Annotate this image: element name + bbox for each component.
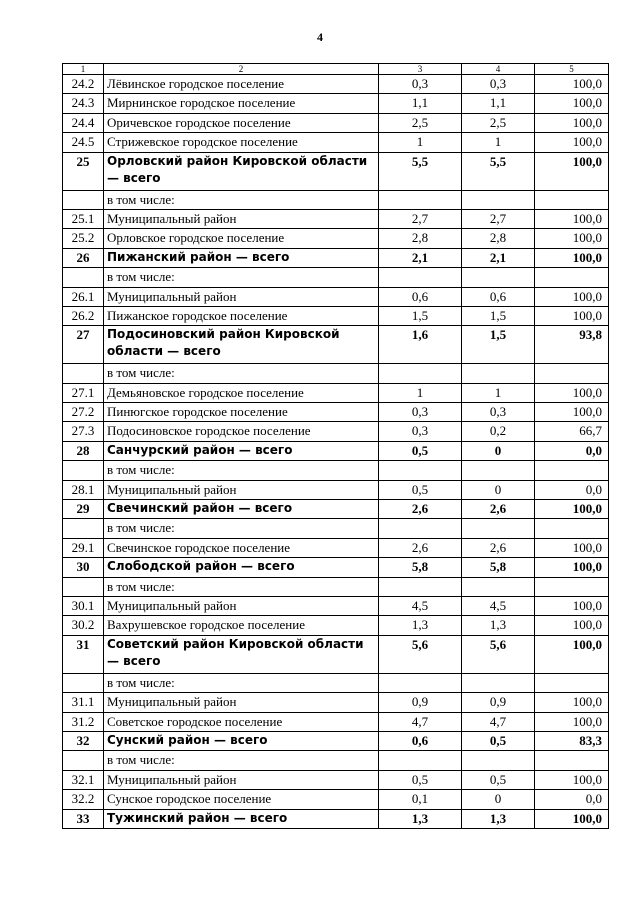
col4-cell bbox=[462, 519, 535, 538]
table-row bbox=[63, 209, 609, 228]
row-number-cell bbox=[63, 190, 104, 209]
row-name-cell: Муниципальный район bbox=[104, 693, 379, 712]
col3-cell: 1,6 bbox=[379, 326, 462, 364]
row-number-cell: 24.2 bbox=[63, 75, 104, 94]
table-row bbox=[63, 519, 609, 538]
col5-cell: 100,0 bbox=[535, 287, 609, 306]
row-number-cell: 25.1 bbox=[63, 209, 104, 228]
table-row bbox=[63, 306, 609, 325]
row-number-cell: 32.2 bbox=[63, 790, 104, 809]
row-number-cell: 27.3 bbox=[63, 422, 104, 441]
row-name-cell: в том числе: bbox=[104, 751, 379, 770]
col5-cell bbox=[535, 190, 609, 209]
column-header: 1 bbox=[63, 64, 104, 75]
col3-cell: 2,5 bbox=[379, 113, 462, 132]
row-name-cell: в том числе: bbox=[104, 577, 379, 596]
col3-cell: 1,3 bbox=[379, 616, 462, 635]
col3-cell: 2,6 bbox=[379, 500, 462, 519]
col3-cell: 1,5 bbox=[379, 306, 462, 325]
row-number-cell: 27.1 bbox=[63, 383, 104, 402]
col5-cell: 100,0 bbox=[535, 635, 609, 673]
column-header: 5 bbox=[535, 64, 609, 75]
row-name-cell: Сунское городское поселение bbox=[104, 790, 379, 809]
col5-cell: 100,0 bbox=[535, 229, 609, 248]
col3-cell: 1 bbox=[379, 383, 462, 402]
col5-cell: 100,0 bbox=[535, 209, 609, 228]
col4-cell: 0,6 bbox=[462, 287, 535, 306]
row-number-cell: 27 bbox=[63, 326, 104, 364]
col4-cell: 1 bbox=[462, 133, 535, 152]
col5-cell: 93,8 bbox=[535, 326, 609, 364]
col4-cell: 5,6 bbox=[462, 635, 535, 673]
table-row bbox=[63, 731, 609, 750]
col4-cell: 2,1 bbox=[462, 248, 535, 267]
table-row bbox=[63, 480, 609, 499]
table-row bbox=[63, 790, 609, 809]
table-row bbox=[63, 751, 609, 770]
row-number-cell bbox=[63, 673, 104, 692]
row-number-cell: 26 bbox=[63, 248, 104, 267]
col3-cell: 0,3 bbox=[379, 403, 462, 422]
row-number-cell: 24.4 bbox=[63, 113, 104, 132]
table-row bbox=[63, 596, 609, 615]
col4-cell: 5,5 bbox=[462, 152, 535, 190]
col3-cell: 4,7 bbox=[379, 712, 462, 731]
col5-cell: 100,0 bbox=[535, 616, 609, 635]
col3-cell: 0,3 bbox=[379, 422, 462, 441]
row-name-cell: Мирнинское городское поселение bbox=[104, 94, 379, 113]
col5-cell bbox=[535, 364, 609, 383]
col5-cell: 100,0 bbox=[535, 500, 609, 519]
row-number-cell: 29.1 bbox=[63, 538, 104, 557]
table-row bbox=[63, 190, 609, 209]
col4-cell: 1,1 bbox=[462, 94, 535, 113]
col5-cell bbox=[535, 577, 609, 596]
col3-cell: 0,6 bbox=[379, 731, 462, 750]
row-number-cell: 26.1 bbox=[63, 287, 104, 306]
row-number-cell: 29 bbox=[63, 500, 104, 519]
col5-cell: 100,0 bbox=[535, 383, 609, 402]
col4-cell: 0 bbox=[462, 790, 535, 809]
column-header: 4 bbox=[462, 64, 535, 75]
col4-cell: 1,5 bbox=[462, 306, 535, 325]
row-name-cell: Муниципальный район bbox=[104, 596, 379, 615]
col3-cell: 2,1 bbox=[379, 248, 462, 267]
col4-cell: 0 bbox=[462, 441, 535, 460]
data-table bbox=[62, 63, 609, 829]
table-row bbox=[63, 287, 609, 306]
row-name-cell: Свечинское городское поселение bbox=[104, 538, 379, 557]
table-row bbox=[63, 75, 609, 94]
row-number-cell: 31 bbox=[63, 635, 104, 673]
col5-cell: 100,0 bbox=[535, 75, 609, 94]
col5-cell bbox=[535, 268, 609, 287]
col3-cell bbox=[379, 461, 462, 480]
table-row bbox=[63, 441, 609, 460]
col5-cell: 100,0 bbox=[535, 248, 609, 267]
col5-cell: 0,0 bbox=[535, 441, 609, 460]
table-row bbox=[63, 422, 609, 441]
table-row bbox=[63, 94, 609, 113]
col5-cell bbox=[535, 751, 609, 770]
row-name-cell: Свечинский район — всего bbox=[104, 500, 379, 519]
col4-cell: 1,5 bbox=[462, 326, 535, 364]
row-name-cell: Сунский район — всего bbox=[104, 731, 379, 750]
col5-cell: 100,0 bbox=[535, 113, 609, 132]
col3-cell: 0,5 bbox=[379, 770, 462, 789]
page-number: 4 bbox=[317, 30, 323, 44]
col4-cell: 0,5 bbox=[462, 731, 535, 750]
table-row bbox=[63, 383, 609, 402]
table-row bbox=[63, 770, 609, 789]
table-row bbox=[63, 809, 609, 828]
row-number-cell bbox=[63, 461, 104, 480]
col4-cell: 2,5 bbox=[462, 113, 535, 132]
col4-cell bbox=[462, 190, 535, 209]
col5-cell: 100,0 bbox=[535, 152, 609, 190]
row-number-cell: 24.3 bbox=[63, 94, 104, 113]
row-name-cell: Орловский район Кировской области — всего bbox=[104, 152, 379, 190]
col4-cell: 1,3 bbox=[462, 809, 535, 828]
col3-cell bbox=[379, 673, 462, 692]
table-row bbox=[63, 616, 609, 635]
row-name-cell: в том числе: bbox=[104, 190, 379, 209]
col4-cell bbox=[462, 751, 535, 770]
col3-cell: 0,1 bbox=[379, 790, 462, 809]
row-name-cell: Муниципальный район bbox=[104, 770, 379, 789]
row-name-cell: Лёвинское городское поселение bbox=[104, 75, 379, 94]
col4-cell: 2,6 bbox=[462, 538, 535, 557]
table-row bbox=[63, 133, 609, 152]
col4-cell bbox=[462, 577, 535, 596]
row-number-cell: 32.1 bbox=[63, 770, 104, 789]
col5-cell: 0,0 bbox=[535, 790, 609, 809]
row-name-cell: Вахрушевское городское поселение bbox=[104, 616, 379, 635]
row-name-cell: Демьяновское городское поселение bbox=[104, 383, 379, 402]
col3-cell: 5,8 bbox=[379, 558, 462, 577]
col4-cell: 0,3 bbox=[462, 403, 535, 422]
table-row bbox=[63, 268, 609, 287]
row-number-cell: 31.2 bbox=[63, 712, 104, 731]
col5-cell bbox=[535, 461, 609, 480]
table-row bbox=[63, 113, 609, 132]
row-number-cell: 24.5 bbox=[63, 133, 104, 152]
col4-cell: 5,8 bbox=[462, 558, 535, 577]
col3-cell bbox=[379, 268, 462, 287]
row-name-cell: в том числе: bbox=[104, 519, 379, 538]
row-number-cell: 31.1 bbox=[63, 693, 104, 712]
col5-cell: 100,0 bbox=[535, 693, 609, 712]
col3-cell bbox=[379, 364, 462, 383]
table-row bbox=[63, 364, 609, 383]
table-row bbox=[63, 461, 609, 480]
col4-cell: 0 bbox=[462, 480, 535, 499]
col4-cell bbox=[462, 268, 535, 287]
col5-cell: 100,0 bbox=[535, 558, 609, 577]
col3-cell: 0,6 bbox=[379, 287, 462, 306]
col5-cell bbox=[535, 673, 609, 692]
col4-cell: 2,6 bbox=[462, 500, 535, 519]
row-name-cell: в том числе: bbox=[104, 461, 379, 480]
row-name-cell: Тужинский район — всего bbox=[104, 809, 379, 828]
row-number-cell: 27.2 bbox=[63, 403, 104, 422]
col5-cell: 100,0 bbox=[535, 538, 609, 557]
table-row bbox=[63, 577, 609, 596]
table-row bbox=[63, 326, 609, 364]
col5-cell: 100,0 bbox=[535, 306, 609, 325]
col5-cell bbox=[535, 519, 609, 538]
col3-cell: 0,5 bbox=[379, 441, 462, 460]
col4-cell: 0,9 bbox=[462, 693, 535, 712]
row-number-cell bbox=[63, 519, 104, 538]
row-number-cell: 30.2 bbox=[63, 616, 104, 635]
col3-cell bbox=[379, 751, 462, 770]
header-row bbox=[63, 64, 609, 75]
row-name-cell: Стрижевское городское поселение bbox=[104, 133, 379, 152]
col3-cell bbox=[379, 577, 462, 596]
col4-cell: 0,2 bbox=[462, 422, 535, 441]
col4-cell: 0,5 bbox=[462, 770, 535, 789]
column-header: 3 bbox=[379, 64, 462, 75]
col5-cell: 100,0 bbox=[535, 94, 609, 113]
col4-cell bbox=[462, 673, 535, 692]
row-name-cell: Муниципальный район bbox=[104, 287, 379, 306]
row-name-cell: Пижанский район — всего bbox=[104, 248, 379, 267]
col4-cell: 1 bbox=[462, 383, 535, 402]
col3-cell: 1,1 bbox=[379, 94, 462, 113]
col4-cell: 4,5 bbox=[462, 596, 535, 615]
table-row bbox=[63, 248, 609, 267]
table-row bbox=[63, 693, 609, 712]
col3-cell: 0,9 bbox=[379, 693, 462, 712]
col3-cell: 0,5 bbox=[379, 480, 462, 499]
row-name-cell: в том числе: bbox=[104, 364, 379, 383]
col3-cell: 0,3 bbox=[379, 75, 462, 94]
row-name-cell: Слободской район — всего bbox=[104, 558, 379, 577]
col4-cell bbox=[462, 461, 535, 480]
row-name-cell: Советское городское поселение bbox=[104, 712, 379, 731]
row-number-cell bbox=[63, 364, 104, 383]
col3-cell: 4,5 bbox=[379, 596, 462, 615]
row-name-cell: Пинюгское городское поселение bbox=[104, 403, 379, 422]
row-number-cell: 30 bbox=[63, 558, 104, 577]
row-number-cell: 33 bbox=[63, 809, 104, 828]
row-name-cell: Санчурский район — всего bbox=[104, 441, 379, 460]
table-row bbox=[63, 500, 609, 519]
col3-cell: 2,8 bbox=[379, 229, 462, 248]
col3-cell: 5,5 bbox=[379, 152, 462, 190]
col5-cell: 100,0 bbox=[535, 770, 609, 789]
row-name-cell: Орловское городское поселение bbox=[104, 229, 379, 248]
col5-cell: 100,0 bbox=[535, 712, 609, 731]
col5-cell: 66,7 bbox=[535, 422, 609, 441]
row-number-cell: 32 bbox=[63, 731, 104, 750]
col5-cell: 83,3 bbox=[535, 731, 609, 750]
col3-cell: 2,6 bbox=[379, 538, 462, 557]
row-number-cell bbox=[63, 577, 104, 596]
column-header: 2 bbox=[104, 64, 379, 75]
col3-cell bbox=[379, 190, 462, 209]
row-number-cell: 28.1 bbox=[63, 480, 104, 499]
col5-cell: 100,0 bbox=[535, 403, 609, 422]
col5-cell: 100,0 bbox=[535, 133, 609, 152]
row-name-cell: Подосиновское городское поселение bbox=[104, 422, 379, 441]
row-number-cell: 30.1 bbox=[63, 596, 104, 615]
col3-cell: 2,7 bbox=[379, 209, 462, 228]
col5-cell: 100,0 bbox=[535, 596, 609, 615]
row-name-cell: Муниципальный район bbox=[104, 209, 379, 228]
row-number-cell: 25.2 bbox=[63, 229, 104, 248]
col4-cell: 1,3 bbox=[462, 616, 535, 635]
col4-cell: 4,7 bbox=[462, 712, 535, 731]
table-row bbox=[63, 712, 609, 731]
col4-cell: 2,8 bbox=[462, 229, 535, 248]
col3-cell: 1,3 bbox=[379, 809, 462, 828]
table-row bbox=[63, 229, 609, 248]
col3-cell bbox=[379, 519, 462, 538]
row-number-cell bbox=[63, 268, 104, 287]
row-number-cell: 26.2 bbox=[63, 306, 104, 325]
col3-cell: 5,6 bbox=[379, 635, 462, 673]
col4-cell bbox=[462, 364, 535, 383]
table-row bbox=[63, 152, 609, 190]
row-number-cell: 28 bbox=[63, 441, 104, 460]
row-number-cell bbox=[63, 751, 104, 770]
table-row bbox=[63, 635, 609, 673]
row-name-cell: в том числе: bbox=[104, 673, 379, 692]
row-number-cell: 25 bbox=[63, 152, 104, 190]
table-row bbox=[63, 673, 609, 692]
row-name-cell: Советский район Кировской области — всего bbox=[104, 635, 379, 673]
table-row bbox=[63, 538, 609, 557]
table-row bbox=[63, 558, 609, 577]
table-row bbox=[63, 403, 609, 422]
row-name-cell: Оричевское городское поселение bbox=[104, 113, 379, 132]
row-name-cell: Пижанское городское поселение bbox=[104, 306, 379, 325]
row-name-cell: Муниципальный район bbox=[104, 480, 379, 499]
col4-cell: 0,3 bbox=[462, 75, 535, 94]
col5-cell: 0,0 bbox=[535, 480, 609, 499]
col3-cell: 1 bbox=[379, 133, 462, 152]
col5-cell: 100,0 bbox=[535, 809, 609, 828]
row-name-cell: Подосиновский район Кировской области — всего bbox=[104, 326, 379, 364]
row-name-cell: в том числе: bbox=[104, 268, 379, 287]
col4-cell: 2,7 bbox=[462, 209, 535, 228]
